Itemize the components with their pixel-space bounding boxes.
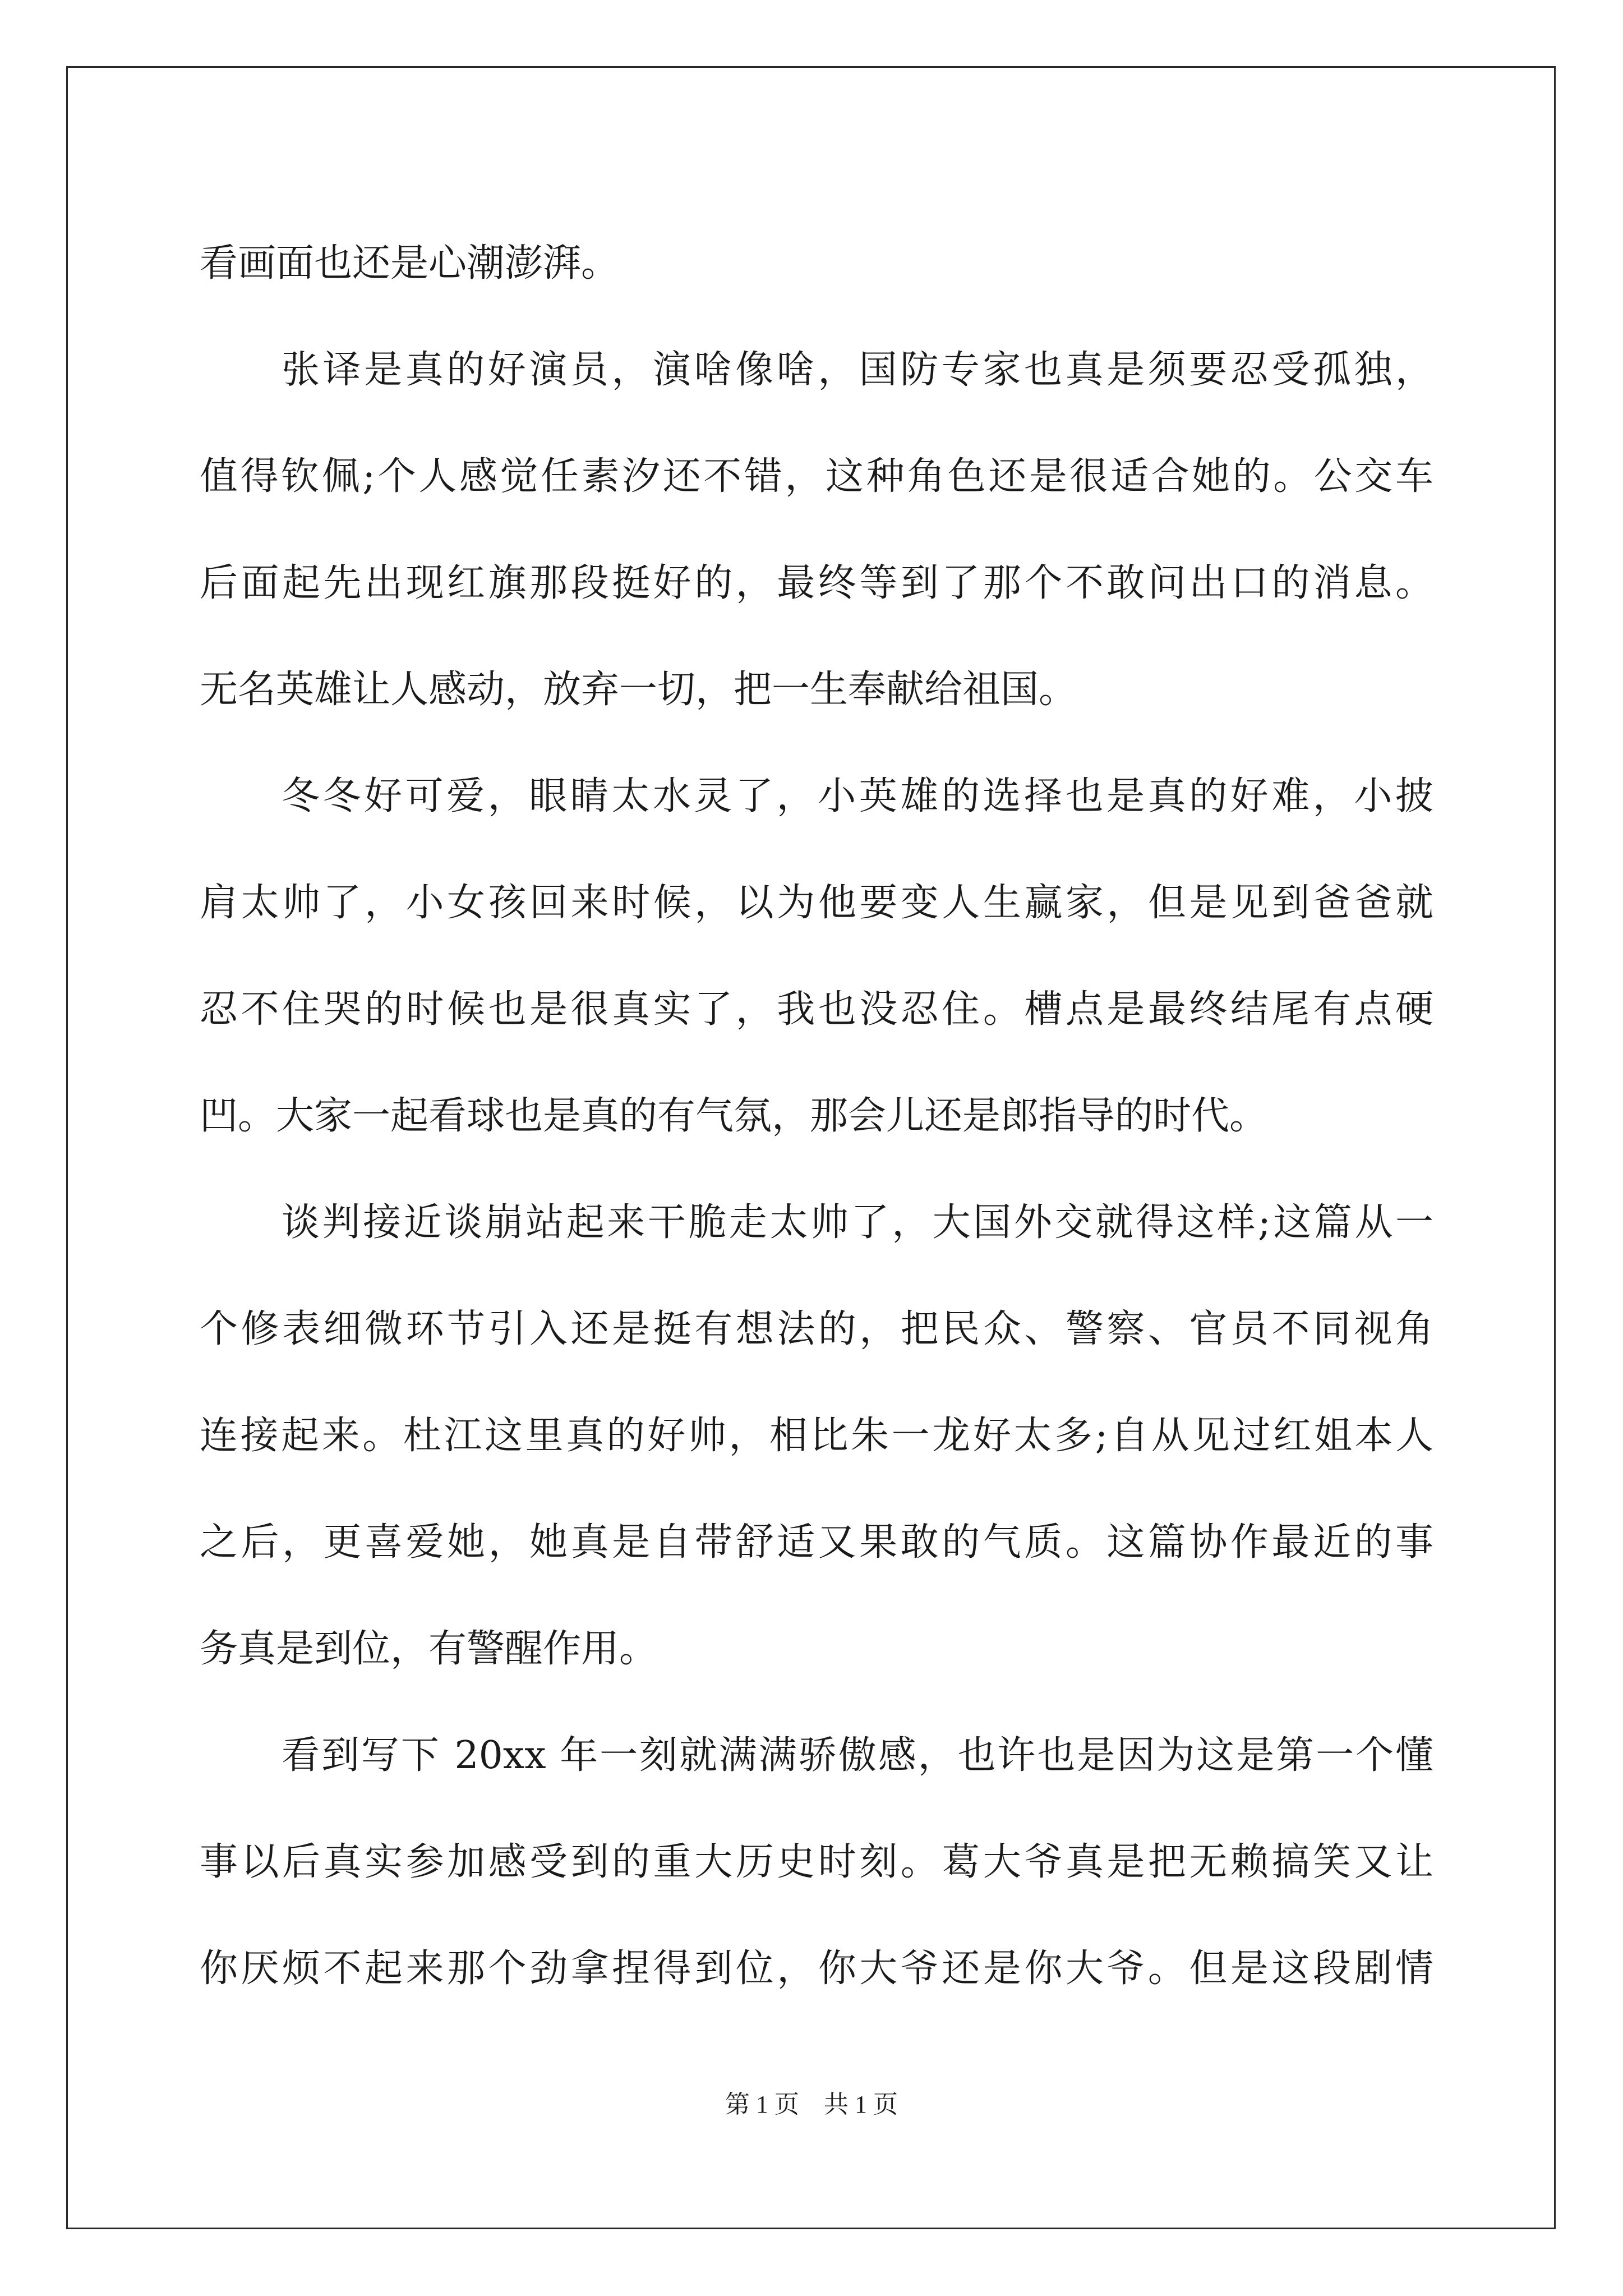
paragraph-line: 务真是到位，有警醒作用。 — [200, 1627, 658, 1671]
paragraph-line: 个修表细微环节引入还是挺有想法的，把民众、警察、官员不同视角 — [200, 1307, 1433, 1351]
paragraph-line: 后面起先出现红旗那段挺好的，最终等到了那个不敢问出口的消息。 — [200, 561, 1433, 605]
paragraph-line: 无名英雄让人感动，放弃一切，把一生奉献给祖国。 — [200, 668, 1077, 712]
paragraph-line: 谈判接近谈崩站起来干脆走太帅了，大国外交就得这样;这篇从一 — [282, 1200, 1433, 1245]
paragraph-line: 你厌烦不起来那个劲拿捏得到位，你大爷还是你大爷。但是这段剧情 — [200, 1947, 1433, 1991]
paragraph-line: 肩太帅了，小女孩回来时候，以为他要变人生赢家，但是见到爸爸就 — [200, 881, 1433, 925]
paragraph-line: 事以后真实参加感受到的重大历史时刻。葛大爷真是把无赖搞笑又让 — [200, 1840, 1433, 1884]
document-body — [200, 210, 1433, 2022]
page-number-footer: 第 1 页 共 1 页 — [725, 2091, 898, 2118]
paragraph-line: 之后，更喜爱她，她真是自带舒适又果敢的气质。这篇协作最近的事 — [200, 1520, 1433, 1565]
paragraph-line: 值得钦佩;个人感觉任素汐还不错，这种角色还是很适合她的。公交车 — [200, 454, 1433, 499]
paragraph-line: 看画面也还是心潮澎湃。 — [200, 241, 620, 286]
paragraph-line: 冬冬好可爱，眼睛太水灵了，小英雄的选择也是真的好难，小披 — [282, 774, 1433, 818]
paragraph-line: 张译是真的好演员，演啥像啥，国防专家也真是须要忍受孤独， — [282, 348, 1433, 392]
paragraph-line: 凹。大家一起看球也是真的有气氛，那会儿还是郎指导的时代。 — [200, 1094, 1268, 1138]
paragraph-line: 忍不住哭的时候也是很真实了，我也没忍住。槽点是最终结尾有点硬 — [200, 987, 1433, 1032]
paragraph-line: 连接起来。杜江这里真的好帅，相比朱一龙好太多;自从见过红姐本人 — [200, 1414, 1433, 1458]
paragraph-line: 看到写下 20xx 年一刻就满满骄傲感，也许也是因为这是第一个懂 — [282, 1733, 1433, 1778]
